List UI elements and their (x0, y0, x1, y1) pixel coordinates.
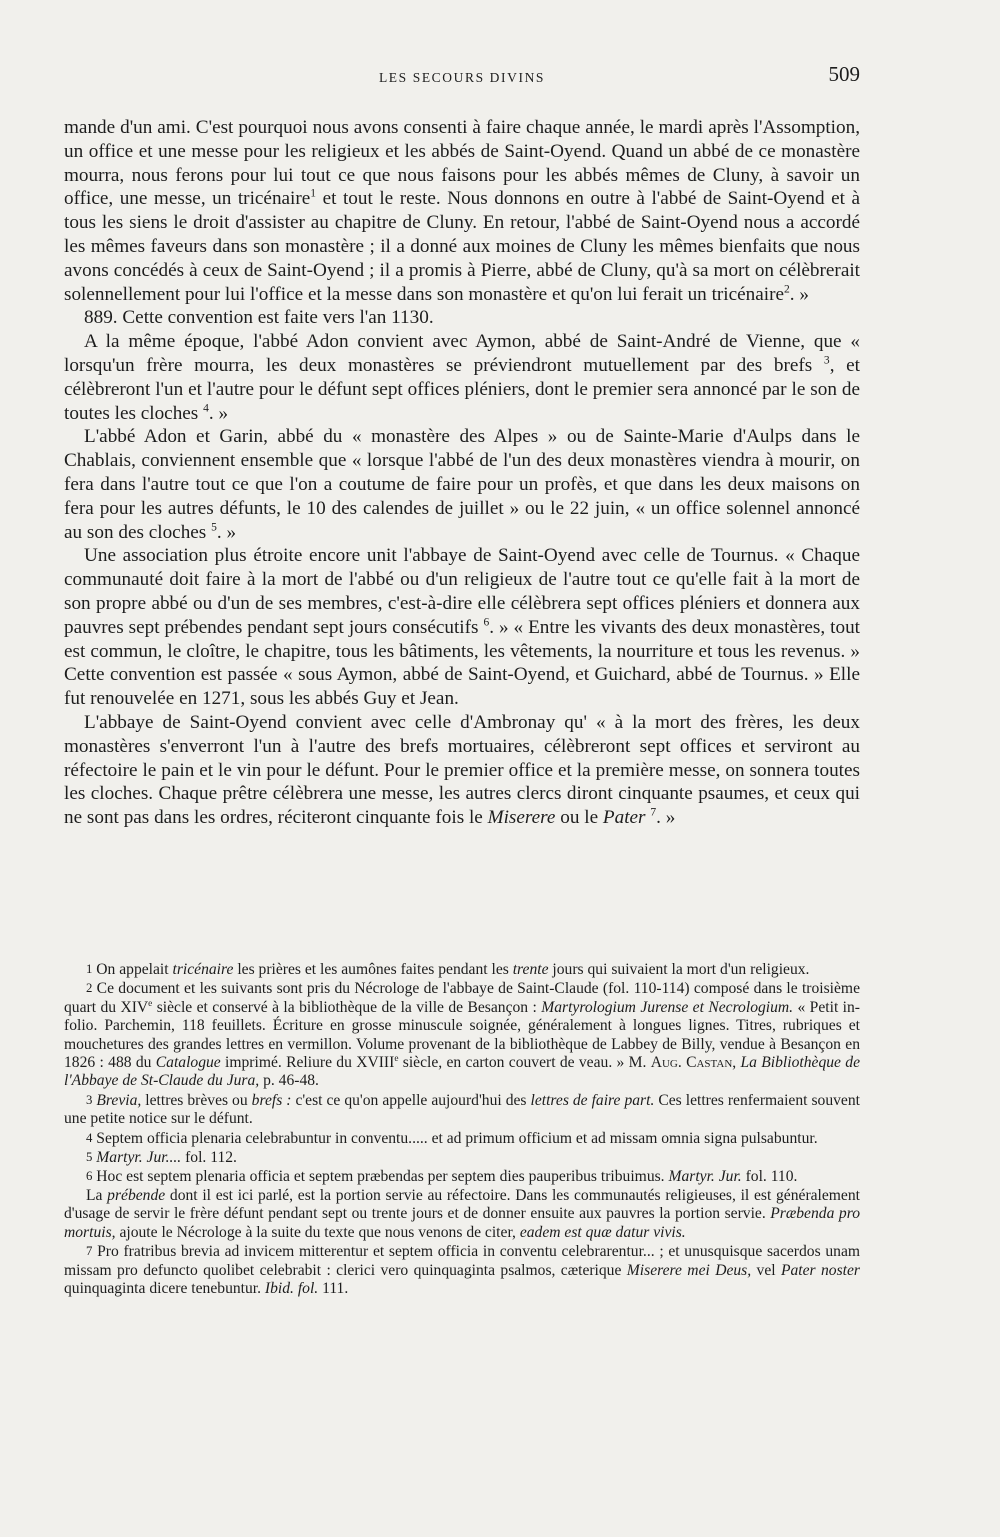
footnote-5: 5 Martyr. Jur.... fol. 112. (86, 1149, 237, 1167)
footnotes (64, 960, 860, 1298)
running-head (64, 62, 860, 92)
main-text (64, 116, 860, 830)
footnote-1: 1 On appelait tricénaire les prières et les aumônes faites pendant les trente jours qui suivaient la mort d'un religieux. (86, 961, 810, 978)
paragraph: L'abbaye de Saint-Oyend convient avec celle d'Ambronay qu' « à la mort des frères, les deux monastères s'enverront l'un à l'autre des brefs mortuaires, célèbreront sept offices et serviront au réfectoire le pain et le vin pour le défunt. Pour le premier office et la première messe, on sonnera toutes les cloches. Chaque prêtre célèbrera une messe, les autres clercs diront cinquante psaumes, et ceux qui ne sont pas dans les ordres, réciteront cinquante fois le Miserere ou le Pater $^7$. » (64, 711, 860, 829)
running-title: LES SECOURS DIVINS (378, 70, 546, 85)
footnote-6: 6 Hoc est septem plenaria officia et septem præbendas per septem dies pauperibus tribuimus. Martyr. Jur. fol. 110. (86, 1168, 798, 1186)
footnote-3: 3 Brevia, lettres brèves ou brefs : c'est ce qu'on appelle aujourd'hui des lettres de faire part. Ces lettres renfermaient souvent une petite notice sur le défunt. (64, 1091, 860, 1128)
footnote-ref: 1 (310, 188, 317, 200)
paragraph: L'abbé Adon et Garin, abbé du « monastère des Alpes » ou de Sainte-Marie d'Aulps dans le Chablais, conviennent ensemble que « lorsque l'abbé de l'un des deux monastères viendra à mourir, on fera dans l'autre tout ce que l'on a coutume de faire pour un profès, et que dans les deux maisons on fera pour les autres défunts, le 10 des calendes de juillet » ou le 22 juin, « un office solennel annoncé au son des cloches $^5$. » (64, 426, 860, 543)
paragraph: Une association plus étroite encore unit l'abbaye de Saint-Oyend avec celle de Tournus. « Chaque communauté doit faire à la mort de l'abbé ou d'un religieux de l'autre tout ce qu'elle fait à la mort de son propre abbé ou d'un de ses membres, c'est-à-dire elle célèbrera sept offices pléniers et donnera aux pauvres sept prébendes pendant sept jours consécutifs $^6$. » « Entre les vivants des deux monastères, tout est commun, le cloître, le chapitre, tous les bâtiments, les vêtements, la nourriture et tous les revenus. » Cette convention est passée « sous Aymon, abbé de Saint-Oyend, et Guichard, abbé de Tournus. » Elle fut renouvelée en 1271, sous les abbés Guy et Jean. (64, 545, 860, 710)
paragraph: A la même époque, l'abbé Adon convient avec Aymon, abbé de Saint-André de Vienne, que « lorsqu'un frère mourra, les deux monastères se préviendront mutuellement par des brefs $^3$, et célèbreront l'un et l'autre pour le défunt sept offices pléniers, dont le premier sera annoncé par le son de toutes les cloches $^4$. » (64, 331, 860, 424)
footnote-ref: 2 (784, 283, 790, 296)
footnote-4: 4 Septem officia plenaria celebrabuntur in conventu..... et ad primum officium et ad missam omnia signa pulsabuntur. (86, 1129, 818, 1147)
footnote-6-continued: La prébende dont il est ici parlé, est la portion servie au réfectoire. Dans les communautés religieuses, il est généralement d'usage de servir le frère défunt pendant sept ou trente jours et de donner ensuite aux pauvres la portion servie. Præbenda pro mortuis, ajoute le Nécrologe à la suite du texte que nous venons de citer, eadem est quæ datur vivis. (64, 1186, 860, 1241)
footnote-ref: 4 (203, 402, 209, 415)
footnote-separator (440, 948, 441, 949)
footnote-ref: 7 (650, 806, 657, 819)
footnote-2: 2 Ce document et les suivants sont pris du Nécrologe de l'abbaye de Saint-Claude (fol. 110-114) composé dans le troisième quart du XIVe siècle et conservé à la bibliothèque de la ville de Besançon : Martyrologium Jurense et Necrologium. « Petit in-folio. Parchemin, 118 feuillets. Écriture en grosse minuscule soignée, généralement à longues lignes. Titres, rubriques et mouchetures des grandes lettres en vermillon. Volume provenant de la bibliothèque de Labbey de Billy, vendue à Besançon en 1826 : 488 du Catalogue imprimé. Reliure du XVIIIe siècle, en carton couvert de veau. » M. Aug. Castan, La Bibliothèque de l'Abbaye de St-Claude du Jura, p. 46-48. (64, 980, 860, 1090)
paragraph: 889. Cette convention est faite vers l'an 1130. (84, 307, 434, 329)
footnote-7: 7 Pro fratribus brevia ad invicem mitterentur et septem officia in conventu celebrarentur... ; et unusquisque sacerdos unam missam pro defuncto quolibet celebrabit : clerici vero quinquaginta psalmos, cæterique Miserere mei Deus, vel Pater noster quinquaginta dicere tenebuntur. Ibid. fol. 111. (64, 1243, 860, 1297)
footnote-ref: 6 (483, 616, 490, 629)
paragraph: mande d'un ami. C'est pourquoi nous avons consenti à faire chaque année, le mardi après l'Assomption, un office et une messe pour les religieux et les abbés de Saint-Oyend. Quand un abbé de ce monastère mourra, nous ferons pour lui tout ce que nous faisons pour les abbés mêmes de Cluny, à savoir un office, une messe, un tricénaire$^1$ et tout le reste. Nous donnons en outre à l'abbé de Saint-Oyend et à tous les siens le droit d'assister au chapitre de Cluny. En retour, l'abbé de Saint-Oyend nous a accordé les mêmes faveurs dans son monastère ; il a donné aux moines de Cluny les mêmes bienfaits que nous avons concédés à ceux de Saint-Oyend ; il a promis à Pierre, abbé de Cluny, qu'à sa mort on célèbrerait solennellement pour lui l'office et la messe dans son monastère et qu'on lui ferait un tricénaire$^2$. » (64, 117, 860, 305)
footnote-ref: 5 (211, 521, 217, 534)
footnote-ref: 3 (823, 354, 830, 367)
page-number: 509 (828, 62, 860, 86)
